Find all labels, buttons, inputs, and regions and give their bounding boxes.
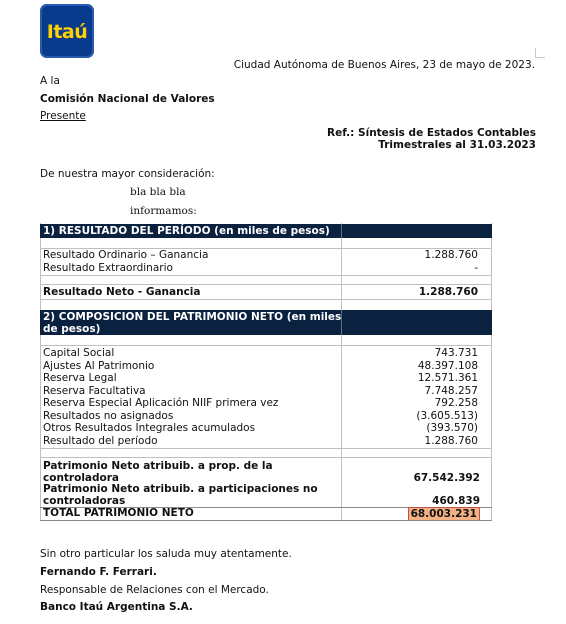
signer-role: Responsable de Relaciones con el Mercado. <box>40 584 269 596</box>
recipient: Comisión Nacional de Valores <box>40 93 215 105</box>
page-corner-mark <box>535 48 545 58</box>
table-row: Resultado del período 1.288.760 <box>43 434 478 447</box>
net-result-value: 1.288.760 <box>418 286 478 298</box>
controller-equity-value: 67.542.392 <box>413 472 480 484</box>
table-row: Otros Resultados Integrales acumulados (393.570) <box>43 422 478 434</box>
table-row: Resultado Ordinario – Ganancia 1.288.760 <box>43 249 478 261</box>
place-date: Ciudad Autónoma de Buenos Aires, 23 de mayo de 2023. <box>233 59 535 71</box>
total-equity-value[interactable]: 68.003.231 <box>408 507 480 521</box>
reference-line-1: Ref.: Síntesis de Estados Contables <box>326 127 536 139</box>
total-equity-row <box>40 507 492 520</box>
signer-name: Fernando F. Ferrari. <box>40 566 157 578</box>
controller-equity-label: Patrimonio Neto atribuib. a prop. de la controladora <box>43 460 273 484</box>
greeting: De nuestra mayor consideración: <box>40 168 215 180</box>
section2-title: 2) COMPOSICION DEL PATRIMONIO NETO (en miles de pesos) <box>43 311 342 335</box>
noncontroller-equity-value: 460.839 <box>432 495 480 507</box>
noncontroller-equity-label: Patrimonio Neto atribuib. a participaciones no controladoras <box>43 483 318 507</box>
net-result-row <box>40 286 492 299</box>
present-label: Presente <box>40 110 86 122</box>
table-row: Reserva Especial Aplicación NIIF primera vez 792.258 <box>43 397 478 409</box>
table-row: Reserva Legal 12.571.361 <box>43 372 478 384</box>
table-row: Capital Social 743.731 <box>43 347 478 359</box>
body-line-2: informamos: <box>130 205 197 217</box>
section1-title: 1) RESULTADO DEL PERÍODO (en miles de pesos) <box>43 225 330 237</box>
section2-header <box>40 310 492 335</box>
closing-text: Sin otro particular los saluda muy atentamente. <box>40 548 292 560</box>
reference-line-2: Trimestrales al 31.03.2023 <box>378 139 536 151</box>
table-row: Resultado Extraordinario - <box>43 262 478 274</box>
company-name: Banco Itaú Argentina S.A. <box>40 601 193 613</box>
table-row: Ajustes Al Patrimonio 48.397.108 <box>43 359 478 372</box>
addressee-prefix: A la <box>40 75 60 87</box>
total-equity-label: TOTAL PATRIMONIO NETO <box>43 507 194 519</box>
table-row: Reserva Facultativa 7.748.257 <box>43 384 478 397</box>
section1-header <box>40 224 492 238</box>
body-line-1: bla bla bla <box>130 186 186 198</box>
table-row: Resultados no asignados (3.605.513) <box>43 409 478 422</box>
logo-text: Itaú <box>46 21 88 43</box>
itau-logo <box>40 4 94 58</box>
net-result-label: Resultado Neto - Ganancia <box>43 286 201 298</box>
